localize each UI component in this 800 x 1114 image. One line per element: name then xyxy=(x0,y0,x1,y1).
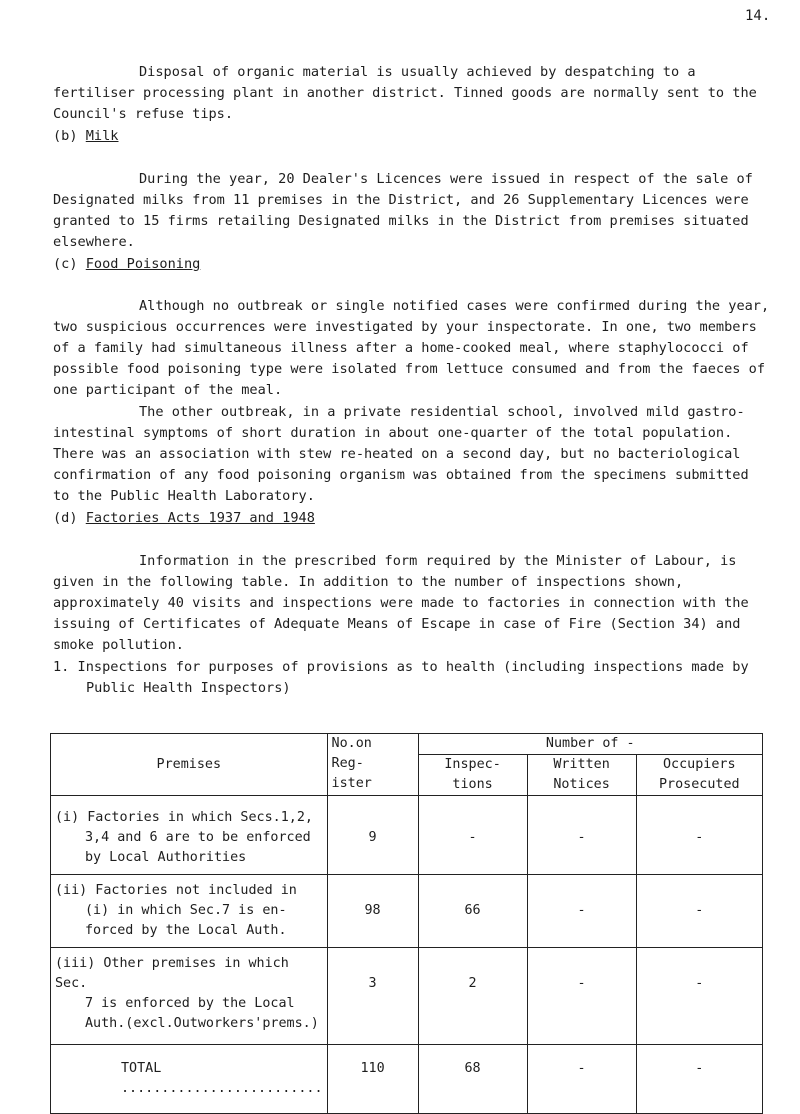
header-premises: Premises xyxy=(51,734,328,796)
row-label: (ii) Factories not included in (i) in which Sec.7 is en- forced by the Local Auth. xyxy=(51,875,328,948)
header-register: No.on Reg- ister xyxy=(327,734,418,796)
cell-inspections: 2 xyxy=(418,948,527,1045)
heading-factories-prefix: (d) xyxy=(53,510,86,526)
heading-factories xyxy=(53,508,315,529)
table-row xyxy=(51,948,763,1045)
heading-food-title: Food Poisoning xyxy=(85,256,201,272)
paragraph-food-1: Although no outbreak or single notified cases were confirmed during the year, two suspicious occurrences were investigated by your inspectorate. In one, two members of a family had simultaneous illness after a home-cooked meal, where staphylococci of possible food poisoning type were isolated from lettuce consumed and from the faeces of one participant of the meal. xyxy=(53,298,770,398)
row-label: (iii) Other premises in which Sec. 7 is enforced by the Local Auth.(excl.Outworkers'prems.) xyxy=(51,948,328,1045)
row-label: (i) Factories in which Secs.1,2, 3,4 and 6 are to be enforced by Local Authorities xyxy=(51,796,328,875)
header-prosecuted: Occupiers Prosecuted xyxy=(636,755,762,796)
cell-prosecuted: - xyxy=(636,948,762,1045)
heading-food-poisoning xyxy=(53,254,200,275)
heading-milk xyxy=(53,126,119,147)
cell-register: 9 xyxy=(327,796,418,875)
paragraph-factories: Information in the prescribed form required by the Minister of Labour, is given in the following table. In addition to the number of inspections shown, approximately 40 visits and inspections were made to factories in connection with the issuing of Certificates of Adequate Means of Escape in case of Fire (Section 34) and smoke pollution. xyxy=(53,553,749,653)
table-row xyxy=(51,796,763,875)
header-inspections: Inspec- tions xyxy=(418,755,527,796)
table-row-total xyxy=(51,1045,763,1114)
total-inspections: 68 xyxy=(418,1045,527,1114)
cell-inspections: 66 xyxy=(418,875,527,948)
paragraph-disposal: Disposal of organic material is usually achieved by despatching to a fertiliser processing plant in another district. Tinned goods are normally sent to the Council's refuse tips. xyxy=(53,64,757,122)
cell-notices: - xyxy=(527,796,636,875)
heading-food-prefix: (c) xyxy=(53,256,86,272)
cell-notices: - xyxy=(527,875,636,948)
heading-milk-prefix: (b) xyxy=(53,128,86,144)
header-number-of: Number of - xyxy=(418,734,762,755)
cell-register: 98 xyxy=(327,875,418,948)
paragraph-milk: During the year, 20 Dealer's Licences were issued in respect of the sale of Designated milks from 11 premises in the District, and 26 Supplementary Licences were granted to 15 firms retailing Designated milks in the District from premises situated elsewhere. xyxy=(53,171,753,250)
cell-register: 3 xyxy=(327,948,418,1045)
list-item-inspections: 1. Inspections for purposes of provisions as to health (including inspections made by Public Health Inspectors) xyxy=(53,659,749,696)
cell-prosecuted: - xyxy=(636,796,762,875)
paragraph-food-2: The other outbreak, in a private residential school, involved mild gastro-intestinal symptoms of short duration in about one-quarter of the total population. There was an association with stew re-heated on a second day, but no bacteriological confirmation of any food poisoning organism was obtained from the specimens submitted to the Public Health Laboratory. xyxy=(53,404,749,504)
heading-factories-title: Factories Acts 1937 and 1948 xyxy=(85,510,315,526)
cell-notices: - xyxy=(527,948,636,1045)
total-register: 110 xyxy=(327,1045,418,1114)
total-label: TOTAL ......................... xyxy=(51,1045,328,1114)
total-prosecuted: - xyxy=(636,1045,762,1114)
table-row xyxy=(51,875,763,948)
cell-inspections: - xyxy=(418,796,527,875)
cell-prosecuted: - xyxy=(636,875,762,948)
heading-milk-title: Milk xyxy=(85,128,119,144)
header-notices: Written Notices xyxy=(527,755,636,796)
page-number: 14. xyxy=(745,8,771,24)
total-notices: - xyxy=(527,1045,636,1114)
